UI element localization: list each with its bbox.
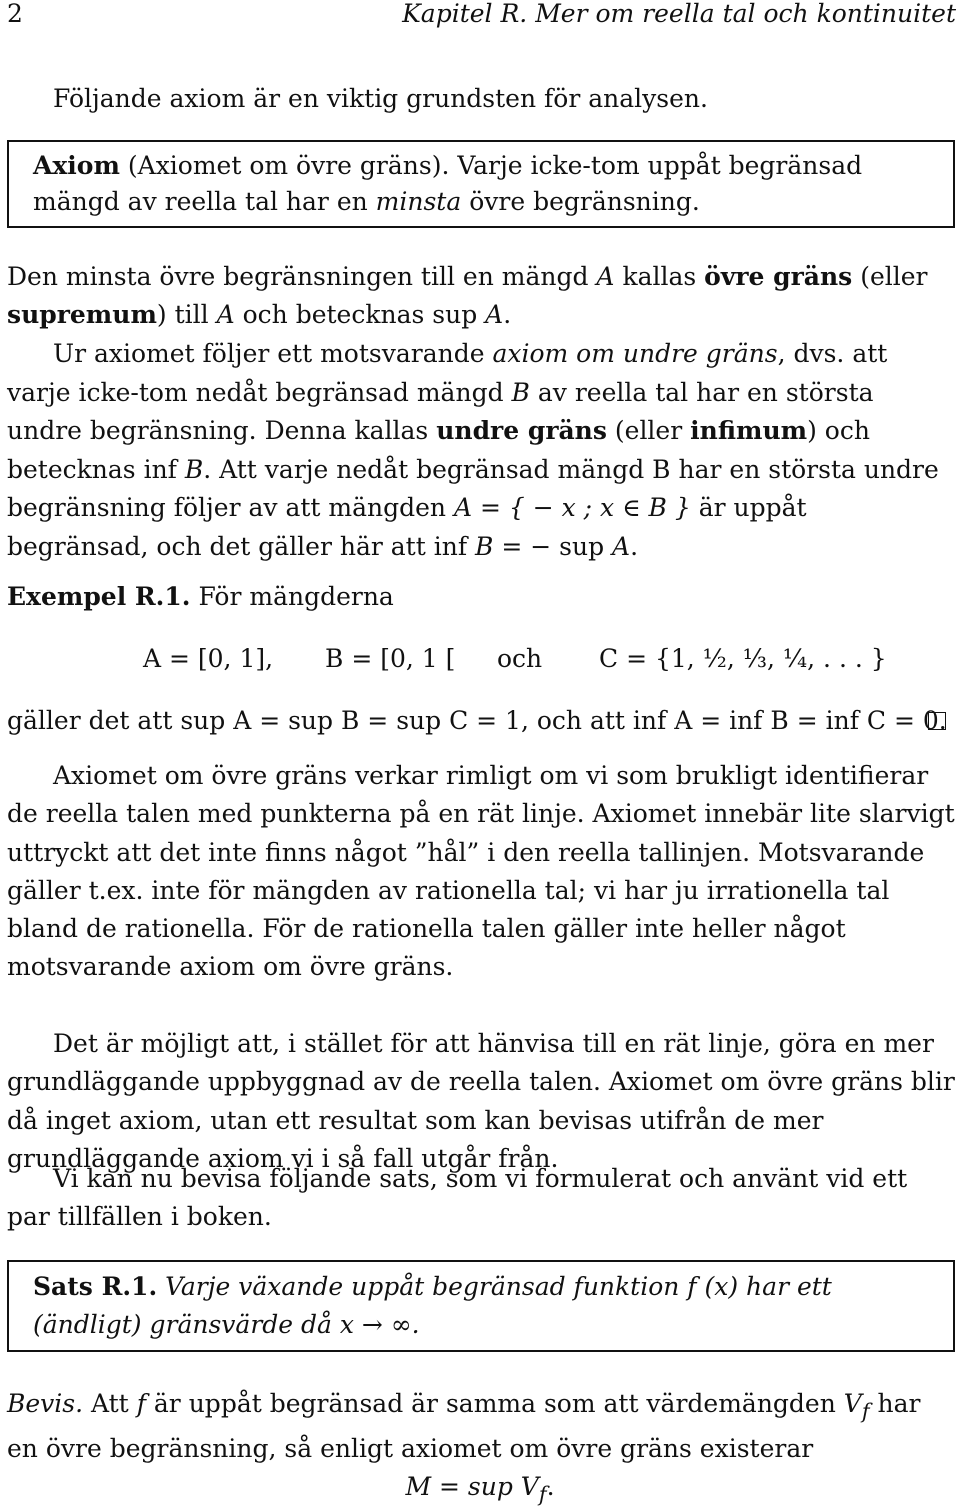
end-of-example-icon bbox=[928, 712, 946, 730]
sup-definition bbox=[7, 258, 955, 334]
sup-def-text-4: ) till bbox=[156, 300, 209, 329]
axiom-text-after: övre begränsning. bbox=[469, 187, 700, 216]
set-a: A = [0, 1], bbox=[143, 644, 274, 673]
inf-def-text-3: av reella tal har en största undre begränsning. Denna kallas bbox=[7, 377, 874, 445]
page-number: 2 bbox=[7, 0, 23, 28]
inf-def-text-9: . bbox=[630, 531, 639, 561]
theorem-box bbox=[7, 1260, 955, 1352]
var-a: A bbox=[216, 300, 235, 329]
var-a: A bbox=[612, 531, 631, 561]
example-heading bbox=[7, 578, 955, 616]
term-supremum: supremum bbox=[7, 300, 157, 329]
var-v: V bbox=[843, 1389, 862, 1418]
theorem-text: Varje växande uppåt begränsad funktion f (x) har ett (ändligt) gränsvärde då x → ∞. bbox=[33, 1272, 832, 1339]
discussion-para-1: Axiomet om övre gräns verkar rimligt om vi som brukligt identifierar de reella talen med punkterna på en rät linje. Axiomet innebär lite slarvigt uttryckt att det inte finns något ”hål” i den reella tallinjen. Motsvarande gäller t.ex. inte för mängden av rationella tal; vi har ju irrationella tal bland de rationella. För de rationella talen gäller inte heller något motsvarande axiom om övre gräns. bbox=[7, 761, 955, 982]
var-f: f bbox=[136, 1389, 146, 1418]
proof-text-2: är uppåt begränsad är samma som att värdemängden bbox=[153, 1389, 836, 1418]
axiom-label: Axiom bbox=[33, 151, 120, 180]
running-title: Kapitel R. Mer om reella tal och kontinuitet bbox=[402, 0, 956, 28]
example-conclusion: gäller det att sup A = sup B = sup C = 1, och att inf A = inf B = inf C = 0. bbox=[7, 706, 947, 735]
proof-text bbox=[7, 1385, 955, 1468]
var-a: A bbox=[596, 262, 615, 291]
inf-def-text-1: Ur axiomet följer ett motsvarande bbox=[53, 339, 485, 368]
page-header bbox=[7, 0, 956, 36]
sup-def-text-5: och betecknas sup bbox=[242, 300, 478, 329]
discussion-para-2: Det är möjligt att, i stället för att hänvisa till en rät linje, göra en mer grundläggande uppbyggnad av de reella talen. Axiomet om övre gräns blir då inget axiom, utan ett resultat som kan bevisas utifrån de mer grundläggande axiom vi i så fall utgår från. bbox=[7, 1029, 955, 1173]
term-infimum: infimum bbox=[690, 416, 808, 445]
inf-definition bbox=[7, 335, 955, 566]
sup-def-text-3: (eller bbox=[860, 262, 928, 291]
term-undre-grans: undre gräns bbox=[436, 416, 607, 445]
sup-def-text-6: . bbox=[503, 300, 512, 329]
inf-def-emphasis: axiom om undre gräns bbox=[492, 339, 778, 368]
inf-def-text-8: = − sup bbox=[501, 531, 605, 561]
inf-def-text-5: ) och betecknas inf bbox=[7, 416, 870, 484]
proof-label: Bevis. bbox=[7, 1389, 84, 1418]
sup-def-text-1: Den minsta övre begränsningen till en mängd bbox=[7, 262, 589, 291]
equation-m-sup: M = sup V bbox=[405, 1472, 539, 1501]
theorem-label: Sats R.1. bbox=[33, 1272, 158, 1301]
equation-subscript-f: f bbox=[538, 1482, 547, 1506]
sup-def-text-2: kallas bbox=[622, 262, 697, 291]
inf-def-text-7: är uppåt begränsad, och det gäller här att inf bbox=[7, 493, 807, 561]
axiom-text-before: Varje icke-tom uppåt begränsad mängd av reella tal har en bbox=[33, 151, 863, 216]
var-b: B bbox=[475, 531, 494, 561]
set-expression: A = { − x ; x ∈ B } bbox=[453, 493, 691, 522]
example-intro: För mängderna bbox=[198, 582, 394, 611]
subscript-f: f bbox=[861, 1399, 870, 1423]
inf-def-text-2: , dvs. att varje icke-tom nedåt begränsad mängd bbox=[7, 339, 888, 407]
sup-equation bbox=[0, 1468, 960, 1510]
axiom-emphasis: minsta bbox=[375, 187, 462, 216]
set-b: B = [0, 1 [ bbox=[325, 644, 456, 673]
intro-text: Följande axiom är en viktig grundsten för analysen. bbox=[53, 84, 708, 113]
example-label: Exempel R.1. bbox=[7, 582, 191, 611]
proof-text-3: har en övre begränsning, så enligt axiomet om övre gräns existerar bbox=[7, 1389, 921, 1463]
var-b: B bbox=[184, 454, 204, 484]
set-c: C = {1, ½, ⅓, ¼, . . . } bbox=[599, 644, 887, 673]
example-sets bbox=[7, 640, 955, 684]
inf-def-text-6: . Att varje nedåt begränsad mängd B har en största undre begränsning följer av att mängden bbox=[7, 454, 939, 522]
proof-text-1: Att bbox=[91, 1389, 129, 1418]
discussion-para-3: Vi kan nu bevisa följande sats, som vi formulerat och använt vid ett par tillfällen i boken. bbox=[7, 1164, 908, 1232]
var-a: A bbox=[485, 300, 504, 329]
term-ovre-grans: övre gräns bbox=[704, 262, 853, 291]
axiom-title: (Axiomet om övre gräns). bbox=[127, 151, 450, 180]
equation-period: . bbox=[546, 1472, 555, 1501]
word-och: och bbox=[497, 644, 543, 673]
axiom-box bbox=[7, 140, 955, 228]
inf-def-text-4: (eller bbox=[614, 416, 683, 445]
var-b: B bbox=[511, 377, 530, 407]
